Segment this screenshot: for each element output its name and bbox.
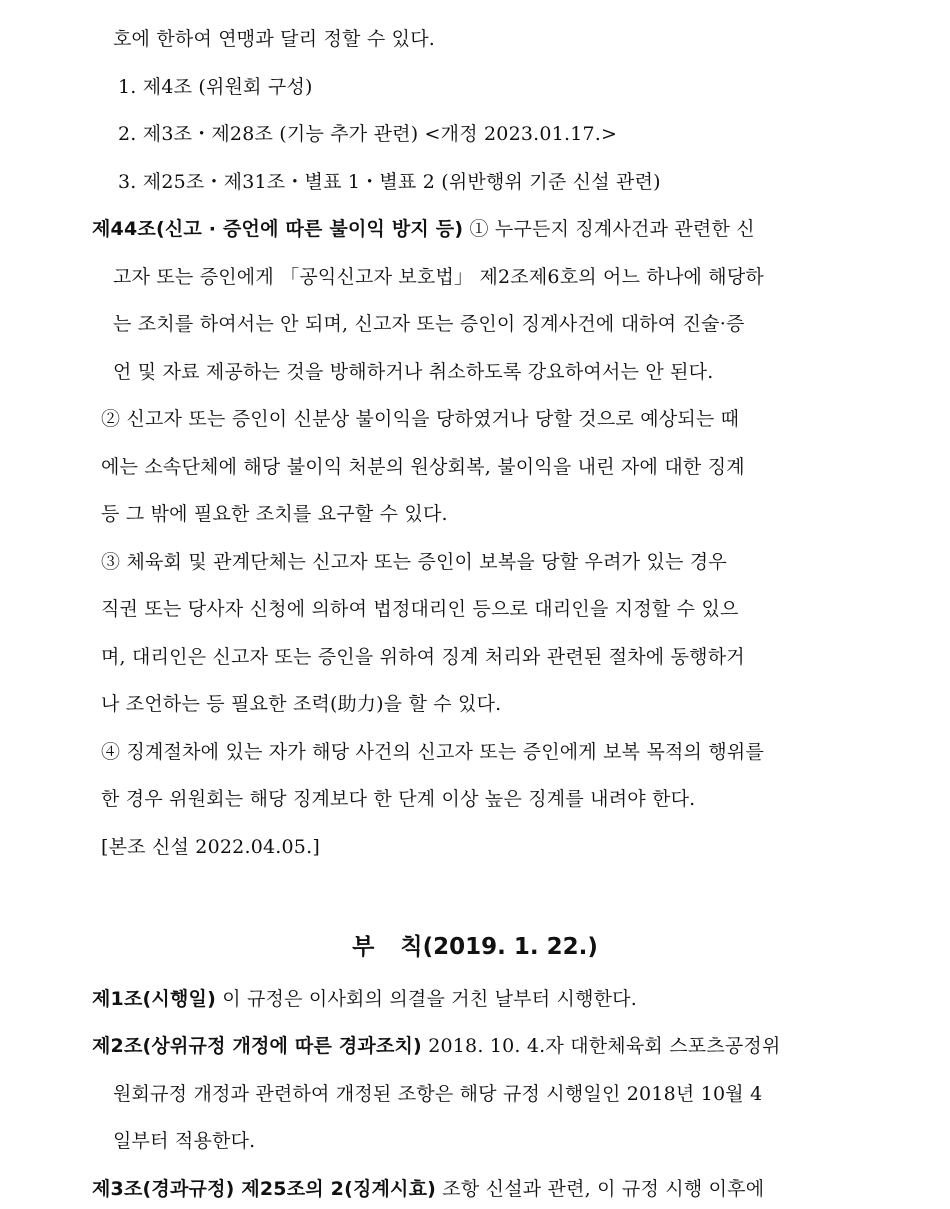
text-line: 고자 또는 증인에게 「공익신고자 보호법」 제2조제6호의 어느 하나에 해당하 xyxy=(113,266,764,288)
text-line: 에는 소속단체에 해당 불이익 처분의 원상회복, 불이익을 내린 자에 대한 징계 xyxy=(101,456,745,478)
list-item: 2. 제3조・제28조 (기능 추가 관련) <개정 2023.01.17.> xyxy=(118,123,618,145)
addenda-article-3-title: 제3조(경과규정) 제25조의 2(징계시효) xyxy=(92,1178,437,1200)
text-line: ③ 체육회 및 관계단체는 신고자 또는 증인이 보복을 당할 우려가 있는 경우 xyxy=(101,551,727,573)
text-line: ② 신고자 또는 증인이 신분상 불이익을 당하였거나 당할 것으로 예상되는 때 xyxy=(101,408,740,430)
addenda-article-1-title: 제1조(시행일) xyxy=(92,988,216,1010)
amendment-note: [본조 신설 2022.04.05.] xyxy=(101,836,320,858)
text-line: 등 그 밖에 필요한 조치를 요구할 수 있다. xyxy=(101,503,448,525)
text-line: 는 조치를 하여서는 안 되며, 신고자 또는 증인이 징계사건에 대하여 진술·증 xyxy=(113,313,745,335)
article-44-first-line xyxy=(92,216,755,242)
list-item: 3. 제25조・제31조・별표 1・별표 2 (위반행위 기준 신설 관련) xyxy=(118,171,661,193)
addenda-article-2 xyxy=(92,1033,781,1059)
article-44-para-1-start: ① 누구든지 징계사건과 관련한 신 xyxy=(463,218,755,240)
addenda-article-2-text: 2018. 10. 4.자 대한체육회 스포츠공정위 xyxy=(421,1035,781,1057)
addenda-heading-part-1: 부 xyxy=(352,934,375,960)
text-line: 언 및 자료 제공하는 것을 방해하거나 취소하도록 강요하여서는 안 된다. xyxy=(113,361,714,383)
list-item: 1. 제4조 (위원회 구성) xyxy=(118,76,313,98)
addenda-article-3-text: 조항 신설과 관련, 이 규정 시행 이후에 xyxy=(436,1178,765,1200)
text-line: 일부터 적용한다. xyxy=(113,1130,256,1152)
text-line: 직권 또는 당사자 신청에 의하여 법정대리인 등으로 대리인을 지정할 수 있으 xyxy=(101,598,739,620)
addenda-article-1-text: 이 규정은 이사회의 의결을 거친 날부터 시행한다. xyxy=(215,988,637,1010)
addenda-article-2-title: 제2조(상위규정 개정에 따른 경과조치) xyxy=(92,1035,422,1057)
addenda-article-3 xyxy=(92,1176,764,1202)
addenda-heading-part-2: 칙(2019. 1. 22.) xyxy=(400,934,598,960)
text-line: 한 경우 위원회는 해당 징계보다 한 단계 이상 높은 징계를 내려야 한다. xyxy=(101,788,696,810)
text-line: 원회규정 개정과 관련하여 개정된 조항은 해당 규정 시행일인 2018년 10월 4 xyxy=(113,1083,763,1105)
text-line: 호에 한하여 연맹과 달리 정할 수 있다. xyxy=(113,28,435,50)
addenda-heading xyxy=(0,932,950,962)
addenda-article-1 xyxy=(92,986,637,1012)
article-44-title: 제44조(신고 · 증언에 따른 불이익 방지 등) xyxy=(92,218,464,240)
text-line: 나 조언하는 등 필요한 조력(助力)을 할 수 있다. xyxy=(101,693,502,715)
text-line: ④ 징계절차에 있는 자가 해당 사건의 신고자 또는 증인에게 보복 목적의 행위를 xyxy=(101,741,765,763)
text-line: 며, 대리인은 신고자 또는 증인을 위하여 징계 처리와 관련된 절차에 동행하거 xyxy=(101,646,745,668)
